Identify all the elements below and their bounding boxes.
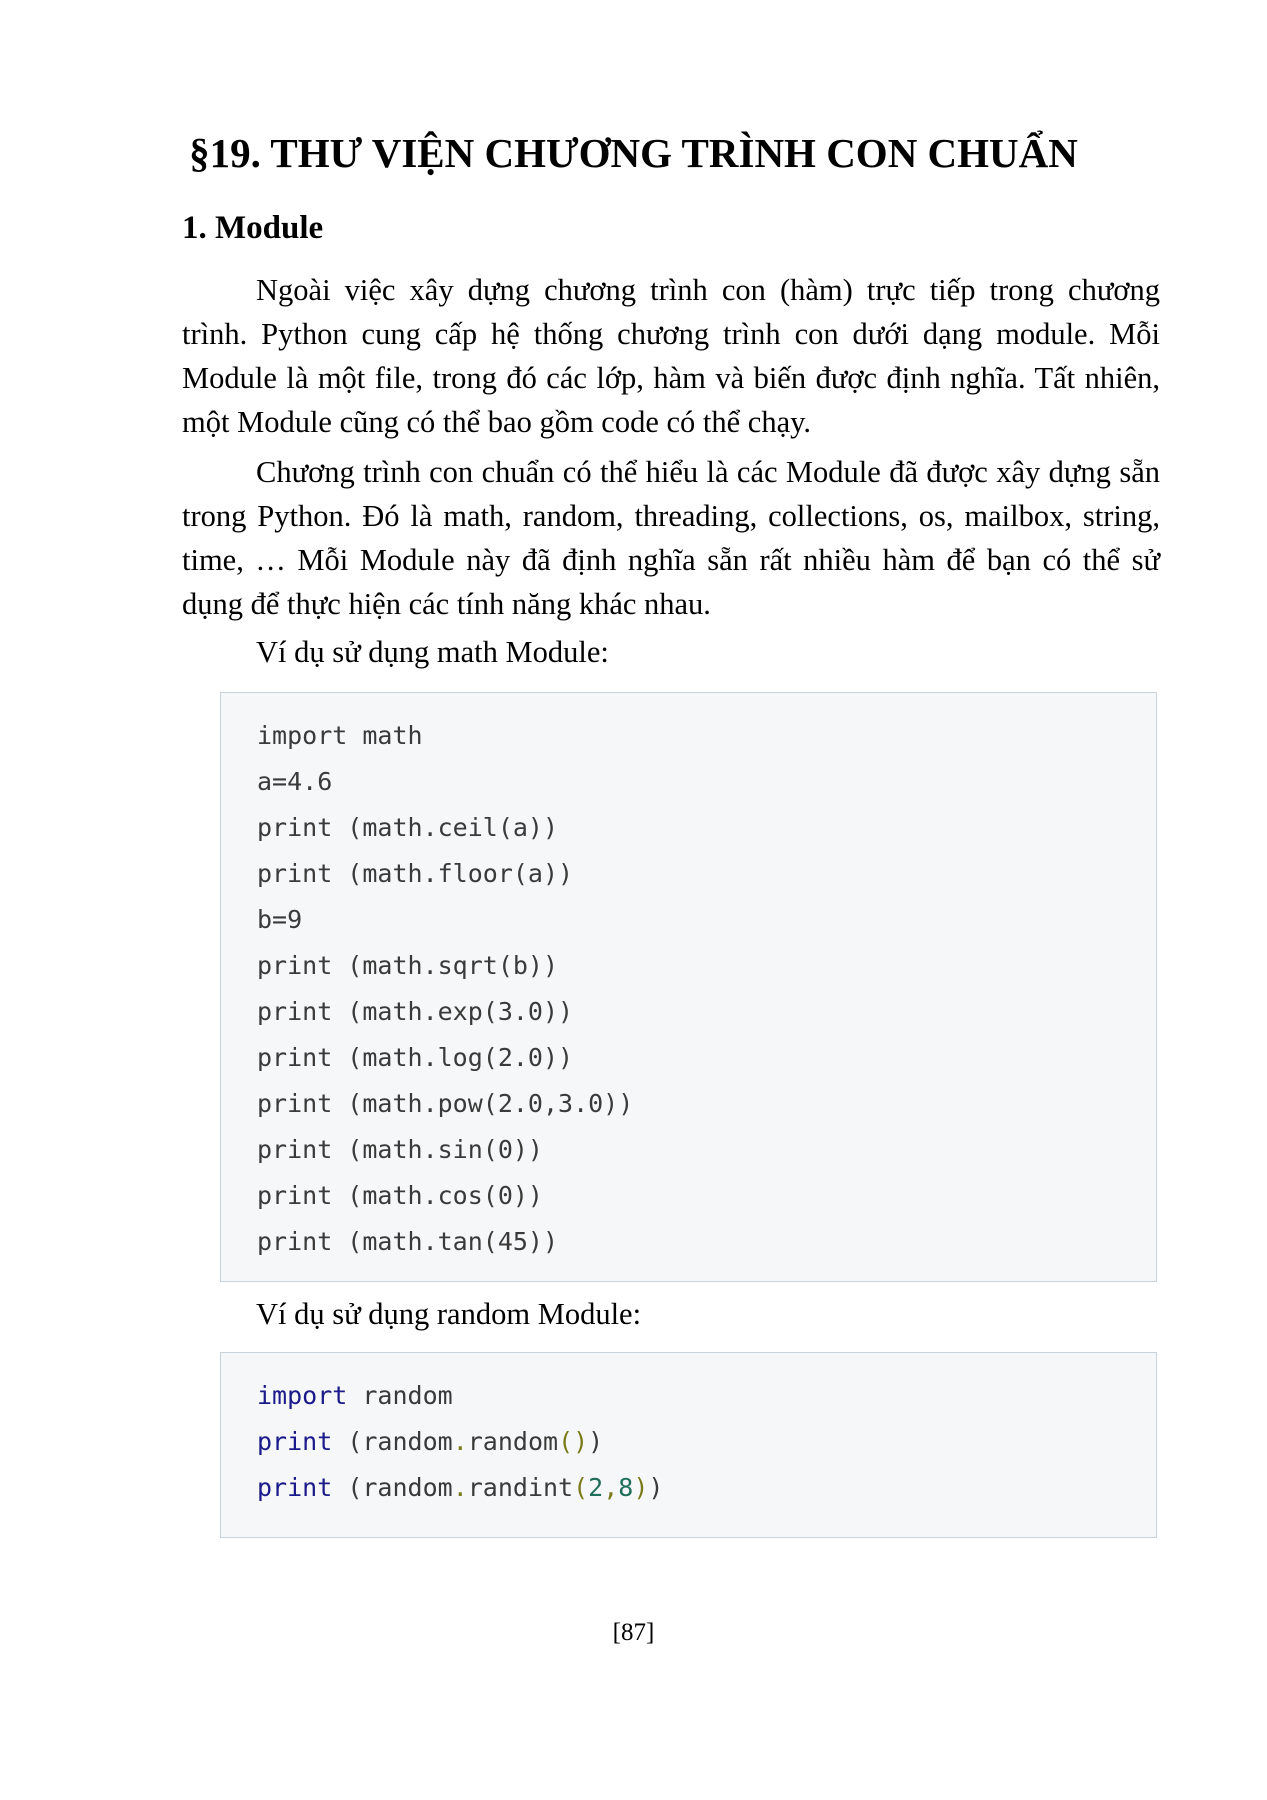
paragraph-line: Ngoài việc xây dựng chương trình con (hàm) trực tiếp trong chương <box>256 273 1160 307</box>
code-dot: . <box>452 1473 468 1502</box>
paragraph-line: Chương trình con chuẩn có thể hiểu là các Module đã được xây dựng <box>256 455 1111 489</box>
paragraph-line: Module là một file, trong đó các lớp, hàm và biến được định nghĩa. Tất <box>182 361 1076 395</box>
paragraph-line: nhiên, một Module cũng có thể bao gồm code có thể chạy. <box>182 361 1161 439</box>
paragraph-module-intro <box>182 268 1160 444</box>
code-paren: ) <box>633 1473 649 1502</box>
code-paren: ) <box>588 1427 604 1456</box>
code-text: random <box>467 1427 559 1456</box>
paragraph-line: sẵn trong Python. Đó là math, random, threading, collections, os, mailbox, <box>182 455 1161 533</box>
code-number: 2 <box>588 1473 604 1502</box>
paragraph-line: có thể sử dụng để thực hiện các tính năng khác nhau. <box>182 543 1160 621</box>
code-line <box>257 1465 663 1511</box>
code-keyword: print <box>257 1473 333 1502</box>
code-line: print (math.pow(2.0,3.0)) <box>257 1089 634 1118</box>
code-line: print (math.cos(0)) <box>257 1181 543 1210</box>
code-line: print (math.sqrt(b)) <box>257 951 559 980</box>
code-line: print (math.tan(45)) <box>257 1227 559 1256</box>
paragraph-line: trình. Python cung cấp hệ thống chương trình con dưới dạng module. Mỗi <box>182 317 1160 351</box>
code-paren: () <box>558 1427 589 1456</box>
code-line: print (math.log(2.0)) <box>257 1043 574 1072</box>
code-keyword: import <box>257 1381 348 1410</box>
code-paren: ) <box>648 1473 664 1502</box>
code-text: (random <box>332 1427 453 1456</box>
paragraph-line: string, time, … Mỗi Module này đã định nghĩa sẵn rất nhiều hàm để bạn <box>182 499 1160 577</box>
random-code-block <box>220 1352 1157 1538</box>
code-line: print (math.exp(3.0)) <box>257 997 574 1026</box>
page-title: §19. THƯ VIỆN CHƯƠNG TRÌNH CON CHUẨN <box>189 130 1078 176</box>
code-line: print (math.floor(a)) <box>257 859 574 888</box>
code-line: a=4.6 <box>257 767 333 796</box>
code-dot: . <box>452 1427 468 1456</box>
page-number: [87] <box>612 1619 655 1646</box>
code-line: b=9 <box>257 905 303 934</box>
code-line <box>257 1373 453 1419</box>
code-line <box>257 1419 603 1465</box>
code-line: import math <box>257 721 423 750</box>
math-code-block <box>220 692 1157 1282</box>
random-example-caption: Ví dụ sử dụng random Module: <box>256 1297 642 1331</box>
math-example-caption: Ví dụ sử dụng math Module: <box>256 635 609 669</box>
code-text: random <box>347 1381 453 1410</box>
section-heading: 1. Module <box>182 210 324 246</box>
code-number: 8 <box>618 1473 634 1502</box>
code-paren: ( <box>573 1473 589 1502</box>
code-keyword: print <box>257 1427 333 1456</box>
code-line: print (math.sin(0)) <box>257 1135 543 1164</box>
paragraph-standard-library <box>182 450 1160 626</box>
code-text: randint <box>467 1473 574 1502</box>
code-comma: , <box>603 1473 619 1502</box>
code-text: (random <box>332 1473 453 1502</box>
code-line: print (math.ceil(a)) <box>257 813 559 842</box>
